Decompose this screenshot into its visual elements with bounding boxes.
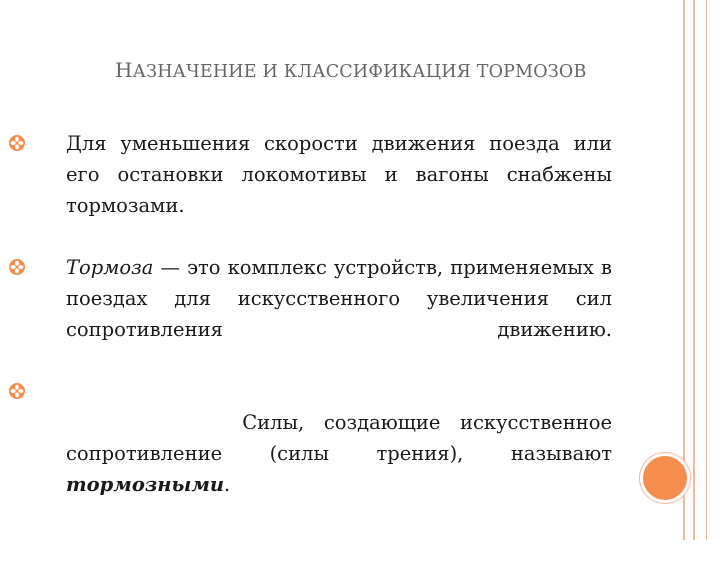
bullet-item — [66, 252, 612, 376]
decorative-rule — [706, 0, 707, 540]
bullet-text: Для уменьшения скорости движения поезда или его остановки локомотивы и вагоны снабжены тормозами. — [66, 132, 612, 217]
title-initial: Н — [115, 58, 133, 82]
orange-flower-bullet-icon — [9, 135, 25, 151]
decorative-rule — [693, 0, 695, 540]
bullet-item — [66, 128, 612, 252]
orange-flower-bullet-icon — [9, 383, 25, 399]
orange-flower-bullet-icon — [9, 259, 25, 275]
bullet-text: — это комплекс устройств, применяемых в поездах для искусственного увеличения сил сопротивления движению. — [66, 256, 612, 341]
bullet-term: тормозными — [66, 473, 225, 496]
decorative-circle — [640, 453, 690, 503]
decorative-rule — [683, 0, 685, 540]
slide-title — [115, 58, 615, 82]
bullet-item — [66, 376, 619, 562]
bullet-text-end: . — [224, 473, 231, 496]
bullet-text: Силы, создающие искусственное сопротивление (силы трения), называют — [66, 411, 619, 465]
title-text: АЗНАЧЕНИЕ И КЛАССИФИКАЦИЯ ТОРМОЗОВ — [132, 62, 587, 82]
bullet-term: Тормоза — [66, 256, 154, 279]
bullet-list — [66, 128, 619, 562]
